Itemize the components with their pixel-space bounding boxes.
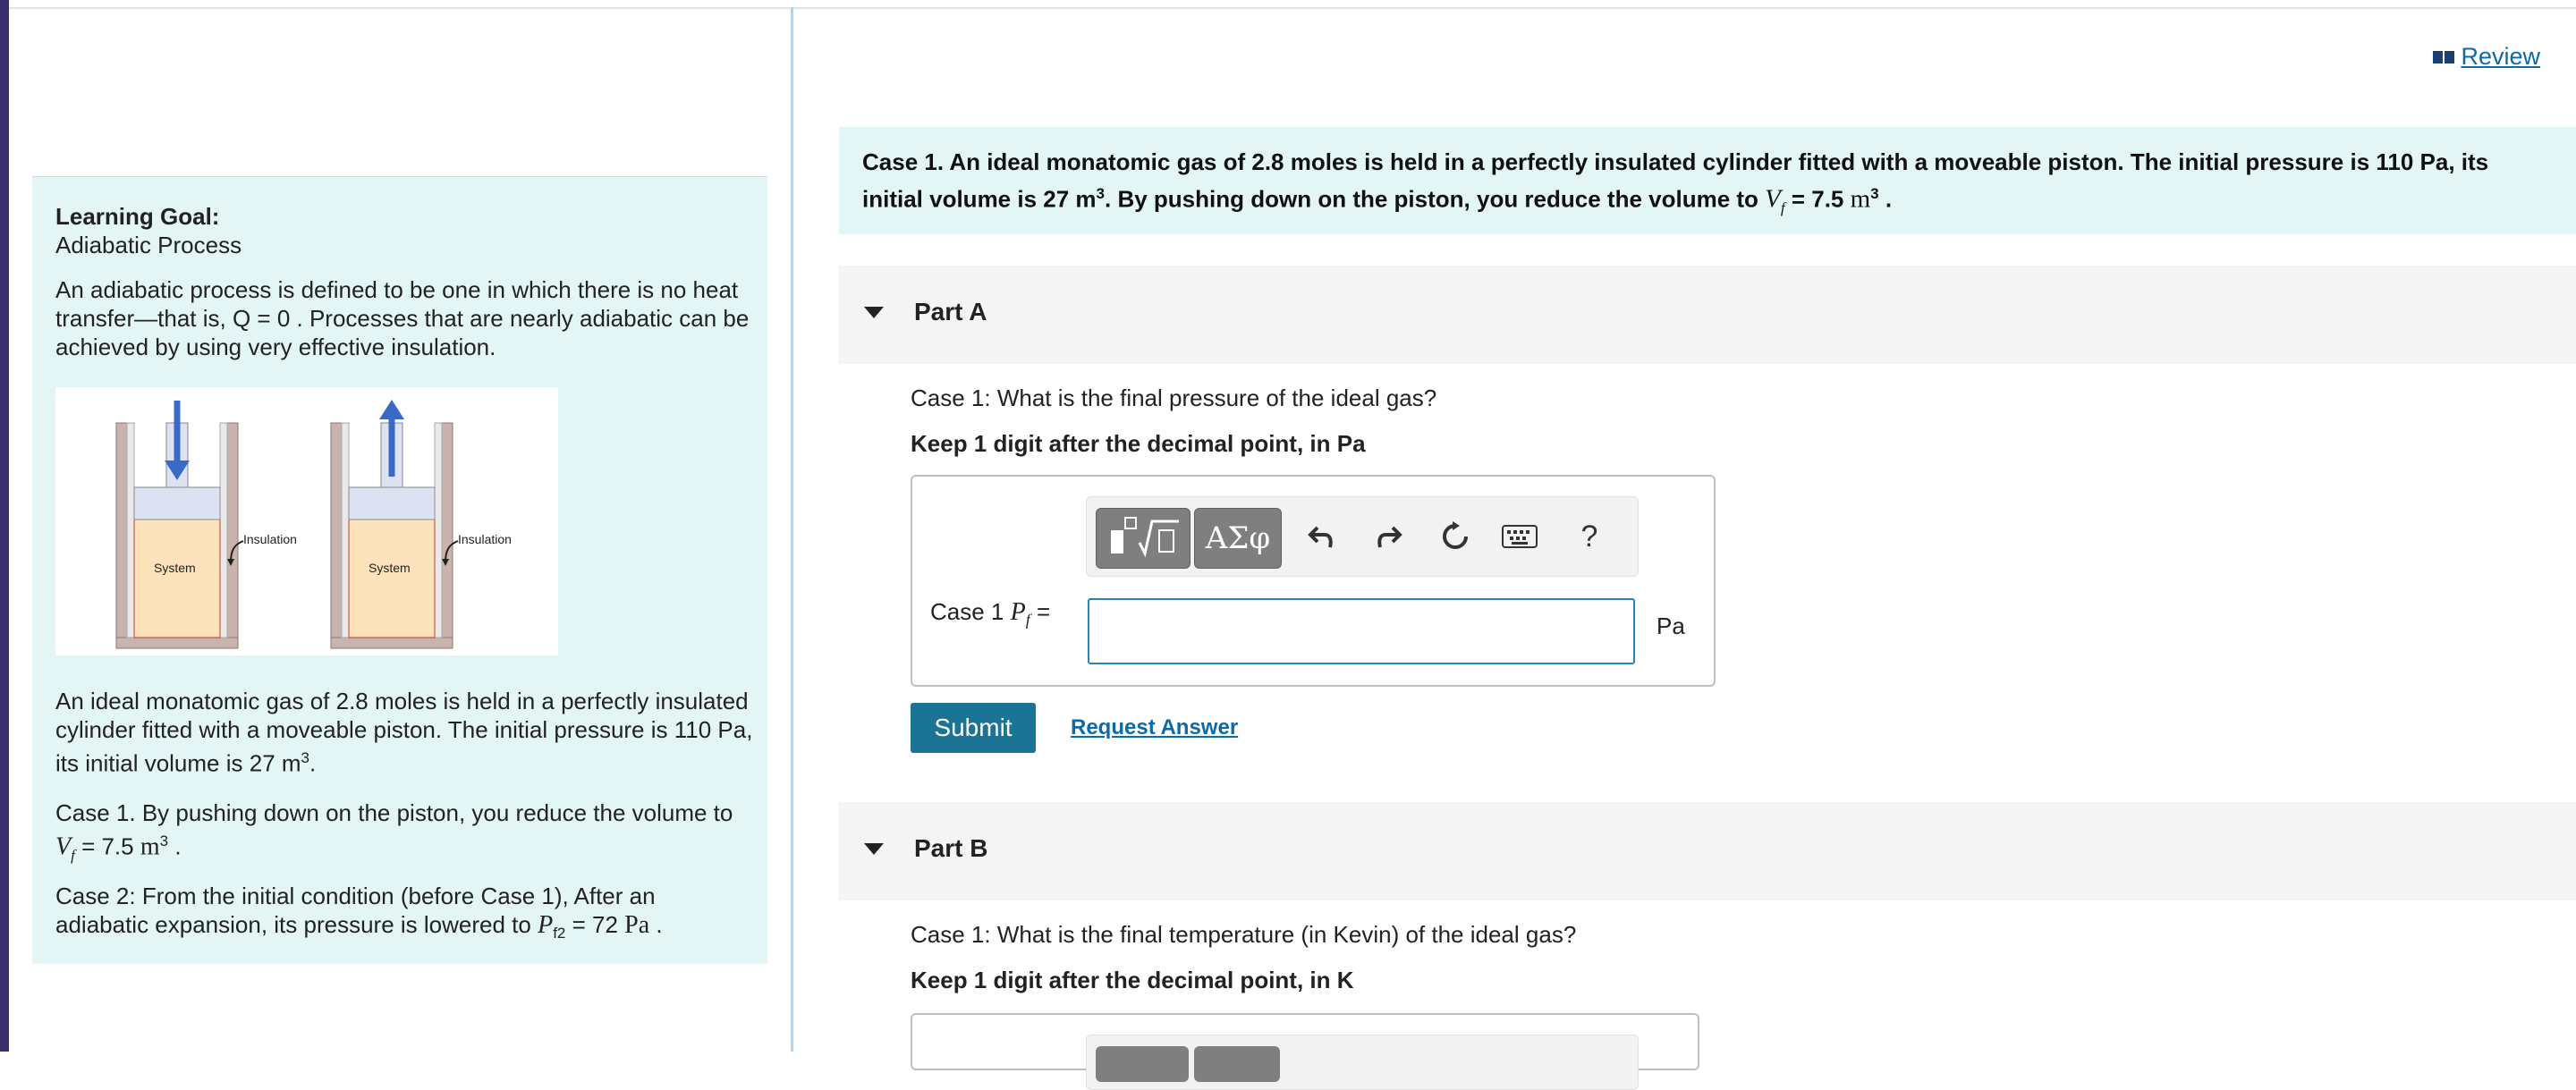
case2-paragraph: Case 2: From the initial condition (before Case 1), After an adiabatic expansion, its pressure is lowered to $P_{f2} = 72$ Pa . bbox=[55, 883, 663, 942]
left-insulation-label: Insulation bbox=[243, 532, 297, 546]
right-cylinder bbox=[331, 400, 512, 648]
collapse-caret-icon[interactable] bbox=[864, 843, 884, 855]
answer-unit: Pa bbox=[1657, 613, 1685, 639]
submit-button[interactable]: Submit bbox=[911, 703, 1036, 753]
math-toolbar bbox=[1086, 1035, 1639, 1090]
up-arrow-icon bbox=[379, 400, 404, 419]
case-statement-box bbox=[839, 127, 2576, 234]
templates-button[interactable] bbox=[1096, 508, 1191, 569]
left-cylinder bbox=[116, 401, 297, 648]
case1-paragraph: Case 1. By pushing down on the piston, you reduce the volume to $V_f = 7.5$ $m^3$ . bbox=[55, 799, 733, 864]
undo-icon[interactable] bbox=[1301, 517, 1341, 556]
intro-paragraph: An adiabatic process is defined to be one in which there is no heat transfer—that is, Q = 0 . Processes that are nearly adiabatic can be achieved by using very effective insulation. bbox=[55, 276, 750, 360]
part-b-answer-box bbox=[911, 1013, 1699, 1070]
review-label: Review bbox=[2461, 43, 2540, 70]
part-a-title: Part A bbox=[914, 298, 987, 325]
part-b-header[interactable] bbox=[839, 802, 2576, 900]
pane-divider[interactable] bbox=[791, 7, 793, 1052]
collapse-caret-icon[interactable] bbox=[864, 307, 884, 318]
answer-label: Case 1 $P_f$ = bbox=[930, 598, 1051, 629]
reset-icon[interactable] bbox=[1436, 517, 1475, 556]
review-link[interactable] bbox=[2432, 43, 2540, 71]
math-toolbar bbox=[1086, 496, 1639, 577]
part-a-question: Case 1: What is the final pressure of the ideal gas? bbox=[911, 384, 1437, 411]
fraction-root-icon bbox=[1097, 509, 1190, 568]
part-b-question: Case 1: What is the final temperature (in Kevin) of the ideal gas? bbox=[911, 921, 1577, 948]
part-a-answer-box bbox=[911, 475, 1716, 687]
learning-goal-panel bbox=[32, 176, 767, 964]
greek-symbols-button[interactable]: ΑΣφ bbox=[1194, 508, 1282, 569]
part-b-instruction: Keep 1 digit after the decimal point, in K bbox=[911, 967, 1354, 993]
templates-button[interactable] bbox=[1096, 1046, 1189, 1082]
request-answer-link[interactable]: Request Answer bbox=[1071, 715, 1239, 739]
right-insulation-label: Insulation bbox=[458, 532, 512, 546]
learning-goal-subtitle: Adiabatic Process bbox=[55, 232, 242, 258]
answer-input[interactable] bbox=[1088, 598, 1635, 664]
piston-figure bbox=[55, 387, 558, 655]
left-system-label: System bbox=[154, 561, 196, 575]
keyboard-icon[interactable] bbox=[1500, 517, 1539, 556]
learning-goal-title: Learning Goal: bbox=[55, 203, 220, 230]
part-a-instruction: Keep 1 digit after the decimal point, in Pa bbox=[911, 430, 1366, 457]
problem-paragraph: An ideal monatomic gas of 2.8 moles is held in a perfectly insulated cylinder fitted with a moveable piston. The initial pressure is 110 Pa, its initial volume is 27 $m^3$. bbox=[55, 688, 753, 777]
right-system-label: System bbox=[369, 561, 411, 575]
book-icon bbox=[2432, 49, 2455, 65]
window-edge bbox=[0, 0, 9, 1052]
greek-symbols-button[interactable] bbox=[1194, 1046, 1280, 1082]
part-b-title: Part B bbox=[914, 834, 988, 862]
part-a-header[interactable] bbox=[839, 266, 2576, 364]
help-icon[interactable]: ? bbox=[1580, 519, 1598, 553]
redo-icon[interactable] bbox=[1369, 517, 1409, 556]
top-border bbox=[0, 7, 2576, 9]
case-statement-text: Case 1. An ideal monatomic gas of 2.8 moles is held in a perfectly insulated cylinder fitted with a moveable piston. The initial pressure is 110 Pa, its initial volume is 27 $m^3$. By pushing down on the piston, you reduce the volume to $V_f = 7.5$ $m^3$ . bbox=[862, 148, 2489, 216]
